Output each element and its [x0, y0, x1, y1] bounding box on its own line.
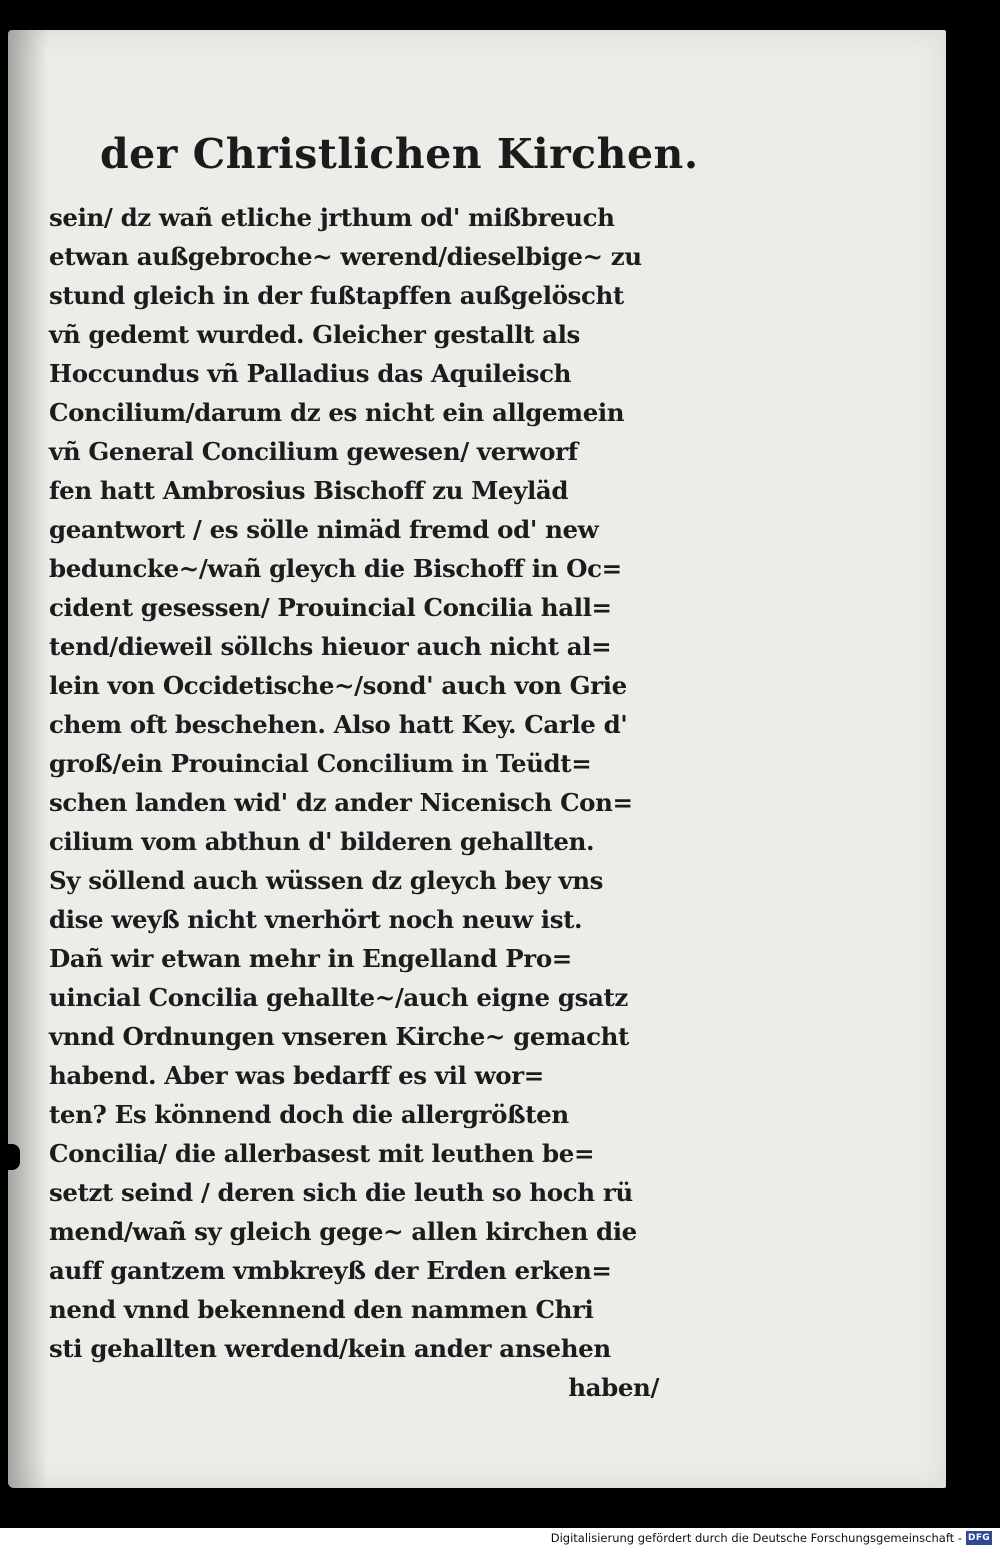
text-line: geantwort / es sölle nimäd fremd od' new [49, 515, 599, 544]
text-line: Dañ wir etwan mehr in Engelland Pro= [49, 944, 572, 973]
footer-bar [0, 1528, 1000, 1549]
text-line: cident gesessen/ Prouincial Concilia hall= [49, 593, 612, 622]
text-line: vñ gedemt wurded. Gleicher gestallt als [49, 320, 580, 349]
text-line: lein von Occidetische~/sond' auch von Grie [49, 671, 627, 700]
text-line: Sy söllend auch wüssen dz gleych bey vns [49, 866, 604, 895]
text-line: habend. Aber was bedarff es vil wor= [49, 1061, 544, 1090]
text-line: stund gleich in der fußtapffen außgelöscht [49, 281, 624, 310]
text-line: vñ General Concilium gewesen/ verworf [49, 437, 578, 466]
text-line: uincial Concilia gehallte~/auch eigne gsatz [49, 983, 628, 1012]
text-line: Concilium/darum dz es nicht ein allgemein [49, 398, 625, 427]
dfg-logo-icon: DFG [966, 1531, 992, 1545]
funding-credit: Digitalisierung gefördert durch die Deutsche Forschungsgemeinschaft - [550, 1531, 962, 1545]
text-line: fen hatt Ambrosius Bischoff zu Meyläd [49, 476, 569, 505]
text-line: nend vnnd bekennend den nammen Chri [49, 1295, 594, 1324]
text-line: auff gantzem vmbkreyß der Erden erken= [49, 1256, 612, 1285]
text-line: vnnd Ordnungen vnseren Kirche~ gemacht [49, 1022, 629, 1051]
text-line: sti gehallten werdend/kein ander ansehen [49, 1334, 611, 1363]
text-line: chem oft beschehen. Also hatt Key. Carle d' [49, 710, 628, 739]
text-line: setzt seind / deren sich die leuth so hoch rü [49, 1178, 633, 1207]
text-line: etwan außgebroche~ werend/dieselbige~ zu [49, 242, 642, 271]
page-gutter-shadow [8, 30, 48, 1488]
catchword: haben/ [568, 1373, 659, 1402]
binding-mark [8, 1144, 20, 1170]
text-line: Hoccundus vñ Palladius das Aquileisch [49, 359, 572, 388]
text-line: groß/ein Prouincial Concilium in Teüdt= [49, 749, 592, 778]
text-line: tend/dieweil söllchs hieuor auch nicht al= [49, 632, 612, 661]
text-line: schen landen wid' dz ander Nicenisch Con= [49, 788, 633, 817]
body-text [49, 198, 689, 1407]
text-line: ten? Es könnend doch die allergrößten [49, 1100, 569, 1129]
running-head: der Christlichen Kirchen. [100, 130, 699, 178]
text-line: sein/ dz wañ etliche jrthum od' mißbreuch [49, 203, 615, 232]
text-line: mend/wañ sy gleich gege~ allen kirchen die [49, 1217, 637, 1246]
text-line: beduncke~/wañ gleych die Bischoff in Oc= [49, 554, 622, 583]
text-line: Concilia/ die allerbasest mit leuthen be= [49, 1139, 595, 1168]
text-line: cilium vom abthun d' bilderen gehallten. [49, 827, 595, 856]
text-line: dise weyß nicht vnerhört noch neuw ist. [49, 905, 583, 934]
